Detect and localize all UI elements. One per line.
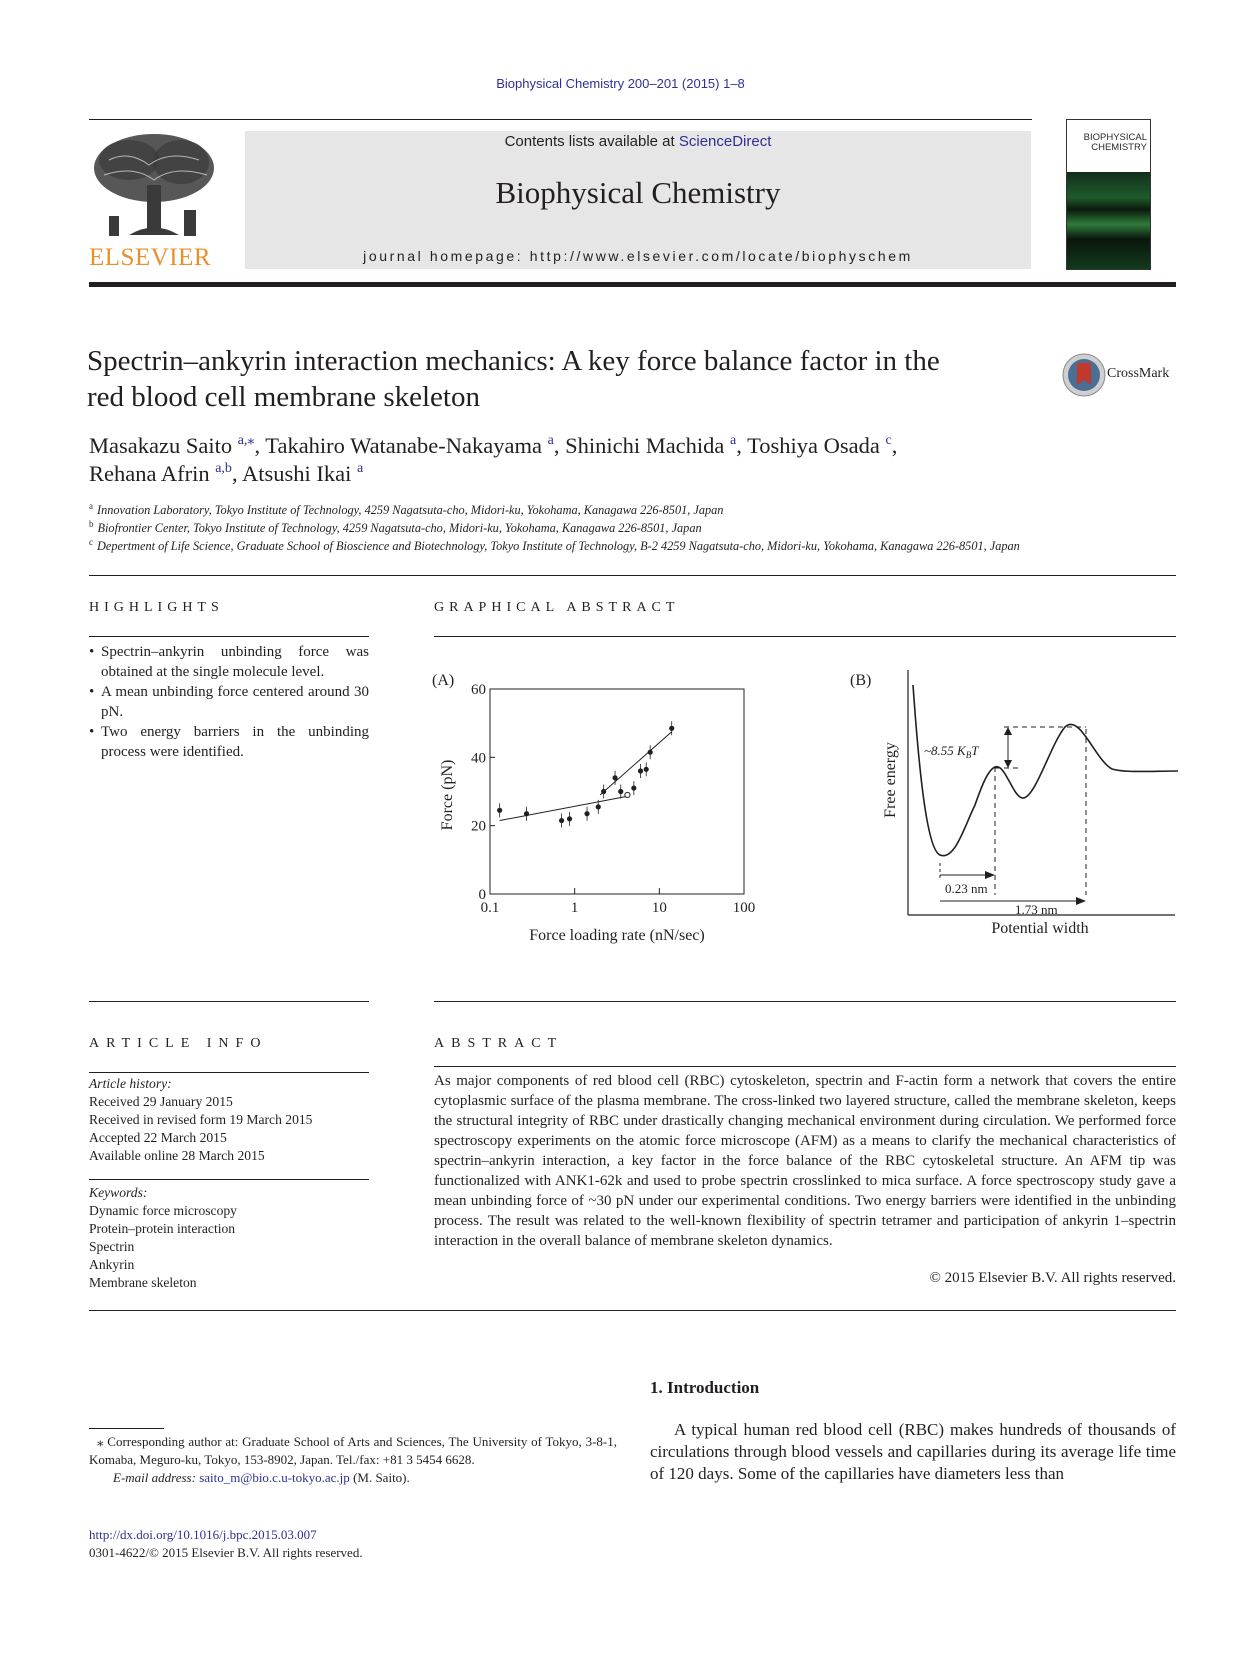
journal-banner	[245, 131, 1031, 269]
title-line-2: red blood cell membrane skeleton	[87, 381, 480, 413]
affiliation-mark: c	[89, 537, 93, 547]
affiliation-mark: a	[89, 501, 93, 511]
affiliation-a	[89, 503, 1189, 518]
graphical-abstract-rule	[434, 636, 1176, 637]
data-point	[612, 775, 617, 780]
arrowhead-width2	[1076, 897, 1086, 905]
author-name: Atsushi Ikai	[241, 461, 352, 486]
y-axis-label: Force (pN)	[439, 759, 456, 831]
keyword: Dynamic force microscopy	[89, 1203, 237, 1218]
x-tick-label: 1	[570, 900, 579, 916]
data-point	[669, 726, 674, 731]
history-revised: Received in revised form 19 March 2015	[89, 1112, 313, 1127]
contents-line	[245, 133, 1031, 150]
free-energy-curve	[913, 685, 1178, 856]
history-label: Article history:	[89, 1076, 172, 1091]
email-suffix: (M. Saito).	[349, 1470, 410, 1485]
highlight-item	[89, 682, 369, 722]
width2-label: 1.73 nm	[1015, 902, 1058, 917]
author-list	[89, 432, 1139, 488]
highlight-item	[89, 642, 369, 682]
keywords	[89, 1184, 369, 1292]
email-link[interactable]: saito_m@bio.c.u-tokyo.ac.jp	[199, 1470, 350, 1485]
keywords-label: Keywords:	[89, 1185, 148, 1200]
header-thick-rule	[89, 282, 1176, 287]
panel-b-label: (B)	[850, 672, 872, 689]
author-affil-mark[interactable]: c	[885, 433, 892, 448]
author[interactable]	[565, 433, 747, 458]
footnote-rule	[89, 1428, 164, 1429]
panel-a-label: (A)	[432, 672, 455, 689]
elsevier-wordmark: ELSEVIER	[89, 244, 212, 271]
abstract-text: As major components of red blood cell (RBC) cytoskeleton, spectrin and F-actin form a network that covers the entire cytoplasmic surface of the plasma membrane. The cross-linked two layered structure, called the membrane skeleton, keeps the structural integrity of RBC under drastically changing mechanical environment during circulation. We performed force spectroscopy experiments on the atomic force microscope (AFM) as a means to clarify the mechanical characteristics of spectrin–ankyrin interaction, a key factor in the force balance of the RBC cytoskeletal structure. An AFM tip was functionalized with ANK1-62k and used to probe spectrin crosslinked to mica surface. A force spectroscopy study gave a mean unbinding force of ~30 pN under our experimental conditions. Two energy barriers were identified in the unbinding process. The result was related to the well-known flexibility of spectrin tetramer and participation of ankyrin 1–spectrin interaction in the overall balance of membrane skeleton dynamics.	[434, 1073, 1176, 1249]
title-line-1: Spectrin–ankyrin interaction mechanics: A key force balance factor in the	[87, 345, 940, 377]
affiliation-mark: b	[89, 519, 94, 529]
sciencedirect-link[interactable]: ScienceDirect	[678, 133, 772, 150]
email-line	[113, 1469, 410, 1487]
author-name: Rehana Afrin	[89, 461, 210, 486]
data-point-open	[625, 792, 630, 797]
data-point	[601, 789, 606, 794]
keyword: Membrane skeleton	[89, 1275, 197, 1290]
author-separator: ,	[553, 433, 566, 458]
author-affil-mark[interactable]: a	[547, 433, 554, 448]
crossmark-badge[interactable]	[1062, 353, 1182, 397]
author-name: Masakazu Saito	[89, 433, 233, 458]
fit-line	[500, 797, 626, 821]
article-info-heading: ARTICLE INFO	[89, 1036, 268, 1051]
author[interactable]	[747, 433, 897, 458]
keyword: Ankyrin	[89, 1257, 135, 1272]
highlights-heading: HIGHLIGHTS	[89, 600, 224, 615]
affiliation-text: Biofrontier Center, Tokyo Institute of Technology, 4259 Nagatsuta-cho, Midori-ku, Yokohama, Kanagawa 226-8501, Japan	[97, 521, 702, 535]
bullet: •	[89, 644, 95, 660]
y-tick-label: 0	[478, 887, 486, 903]
author-separator: ,	[254, 433, 266, 458]
highlight-item	[89, 722, 369, 762]
article-title	[87, 343, 1027, 415]
data-point	[648, 750, 653, 755]
author-name: Toshiya Osada	[747, 433, 880, 458]
history-received: Received 29 January 2015	[89, 1094, 233, 1109]
cover-title-line2: CHEMISTRY	[1091, 142, 1147, 153]
issn-line: 0301-4622/© 2015 Elsevier B.V. All rights reserved.	[89, 1545, 363, 1560]
data-point	[596, 804, 601, 809]
highlights-bottom-rule	[89, 1001, 369, 1002]
abstract-rule	[434, 1066, 1176, 1067]
barrier-energy-label: ~8.55 $K_BT$	[924, 743, 979, 760]
free-energy-label: Free energy	[882, 742, 899, 818]
graphical-abstract-heading: GRAPHICAL ABSTRACT	[434, 600, 680, 615]
affiliation-rule	[89, 575, 1176, 576]
arrowhead-width1	[985, 871, 995, 879]
header-top-rule	[89, 119, 1032, 120]
width1-label: 0.23 nm	[945, 881, 988, 896]
y-tick-label: 40	[471, 750, 486, 767]
data-point	[559, 818, 564, 823]
crossmark-label: CrossMark	[1107, 366, 1170, 381]
author-affil-mark[interactable]: a,⁎	[237, 433, 255, 448]
energy-landscape-diagram	[850, 665, 1180, 950]
history-online: Available online 28 March 2015	[89, 1148, 265, 1163]
x-tick-label: 0.1	[480, 900, 500, 916]
cover-title-area	[1067, 120, 1150, 172]
corresponding-author-note	[89, 1433, 617, 1469]
elsevier-tree-logo	[89, 130, 219, 242]
data-point	[524, 811, 529, 816]
affiliation-b	[89, 521, 1189, 536]
author[interactable]	[242, 461, 363, 486]
contents-prefix: Contents lists available at	[504, 133, 679, 150]
highlights-list	[89, 642, 369, 762]
article-info-rule	[89, 1072, 369, 1073]
data-point	[497, 808, 502, 813]
data-point	[644, 767, 649, 772]
bullet: •	[89, 724, 95, 740]
keyword: Spectrin	[89, 1239, 135, 1254]
x-tick-label: 100	[732, 900, 756, 916]
plot-frame	[490, 689, 744, 894]
keyword: Protein–protein interaction	[89, 1221, 236, 1236]
fit-line	[600, 732, 672, 795]
cover-title	[1077, 133, 1147, 153]
author-separator: ,	[231, 461, 242, 486]
y-tick-label: 20	[471, 818, 486, 835]
affiliation-text: Innovation Laboratory, Tokyo Institute of Technology, 4259 Nagatsuta-cho, Midori-ku, Yokohama, Kanagawa 226-8501, Japan	[97, 503, 724, 517]
introduction-text: A typical human red blood cell (RBC) makes hundreds of thousands of circulations through blood vessels and capillaries during its average life time of 120 days. Some of the capillaries have diameters less than	[650, 1420, 1176, 1483]
author[interactable]	[89, 433, 265, 458]
email-label: E-mail address:	[113, 1470, 200, 1485]
x-axis-label: Force loading rate (nN/sec)	[529, 927, 705, 944]
author[interactable]	[89, 461, 242, 486]
author[interactable]	[265, 433, 565, 458]
journal-title: Biophysical Chemistry	[495, 175, 781, 210]
affiliation-c	[89, 539, 1189, 554]
data-point	[584, 811, 589, 816]
data-point	[567, 816, 572, 821]
author-name: Shinichi Machida	[565, 433, 725, 458]
author-affil-mark[interactable]: a,b	[215, 461, 232, 476]
introduction-heading: 1. Introduction	[650, 1378, 760, 1397]
frontmatter-bottom-rule	[89, 1310, 1176, 1311]
history-accepted: Accepted 22 March 2015	[89, 1130, 227, 1145]
data-point	[618, 789, 623, 794]
doi-link[interactable]: http://dx.doi.org/10.1016/j.bpc.2015.03.007	[89, 1527, 317, 1542]
potential-width-label: Potential width	[991, 920, 1089, 937]
highlight-text: A mean unbinding force centered around 30 pN.	[101, 684, 369, 720]
data-point	[638, 768, 643, 773]
author-affil-mark[interactable]: a	[356, 461, 364, 476]
author-name: Takahiro Watanabe-Nakayama	[265, 433, 542, 458]
journal-homepage[interactable]: journal homepage: http://www.elsevier.com/locate/biophyschem	[363, 248, 913, 264]
bullet: •	[89, 684, 95, 700]
affiliation-text: Depertment of Life Science, Graduate School of Bioscience and Biotechnology, Tokyo Institute of Technology, B-2 4259 Nagatsuta-cho, Midori-ku, Yokohama, Kanagawa 226-8501, Japan	[97, 539, 1020, 553]
abstract-copyright: © 2015 Elsevier B.V. All rights reserved.	[929, 1270, 1176, 1286]
abstract-heading: ABSTRACT	[434, 1036, 564, 1051]
data-point	[631, 785, 636, 790]
cover-title-line1: BIOPHYSICAL	[1083, 132, 1147, 143]
chart-force-vs-loading-rate	[432, 665, 832, 950]
crossmark-icon	[1062, 353, 1106, 397]
article-history	[89, 1075, 369, 1165]
graphical-abstract-bottom-rule	[434, 1001, 1176, 1002]
y-tick-label: 60	[471, 682, 486, 698]
highlights-rule	[89, 636, 369, 637]
author-separator: ,	[736, 433, 748, 458]
x-tick-label: 10	[651, 900, 667, 916]
corresponding-author-text: ⁎ Corresponding author at: Graduate School of Arts and Sciences, The University of Tokyo, 3-8-1, Komaba, Meguro-ku, Tokyo, 153-8902, Japan. Tel./fax: +81 3 5454 6628.	[89, 1434, 617, 1467]
author-affil-mark[interactable]: a	[730, 433, 737, 448]
highlight-text: Spectrin–ankyrin unbinding force was obtained at the single molecule level.	[101, 644, 369, 680]
highlight-text: Two energy barriers in the unbinding process were identified.	[101, 724, 369, 760]
author-separator: ,	[891, 433, 898, 458]
journal-reference[interactable]: Biophysical Chemistry 200–201 (2015) 1–8	[496, 76, 745, 91]
journal-cover-thumbnail	[1066, 119, 1151, 270]
keywords-rule	[89, 1179, 369, 1180]
